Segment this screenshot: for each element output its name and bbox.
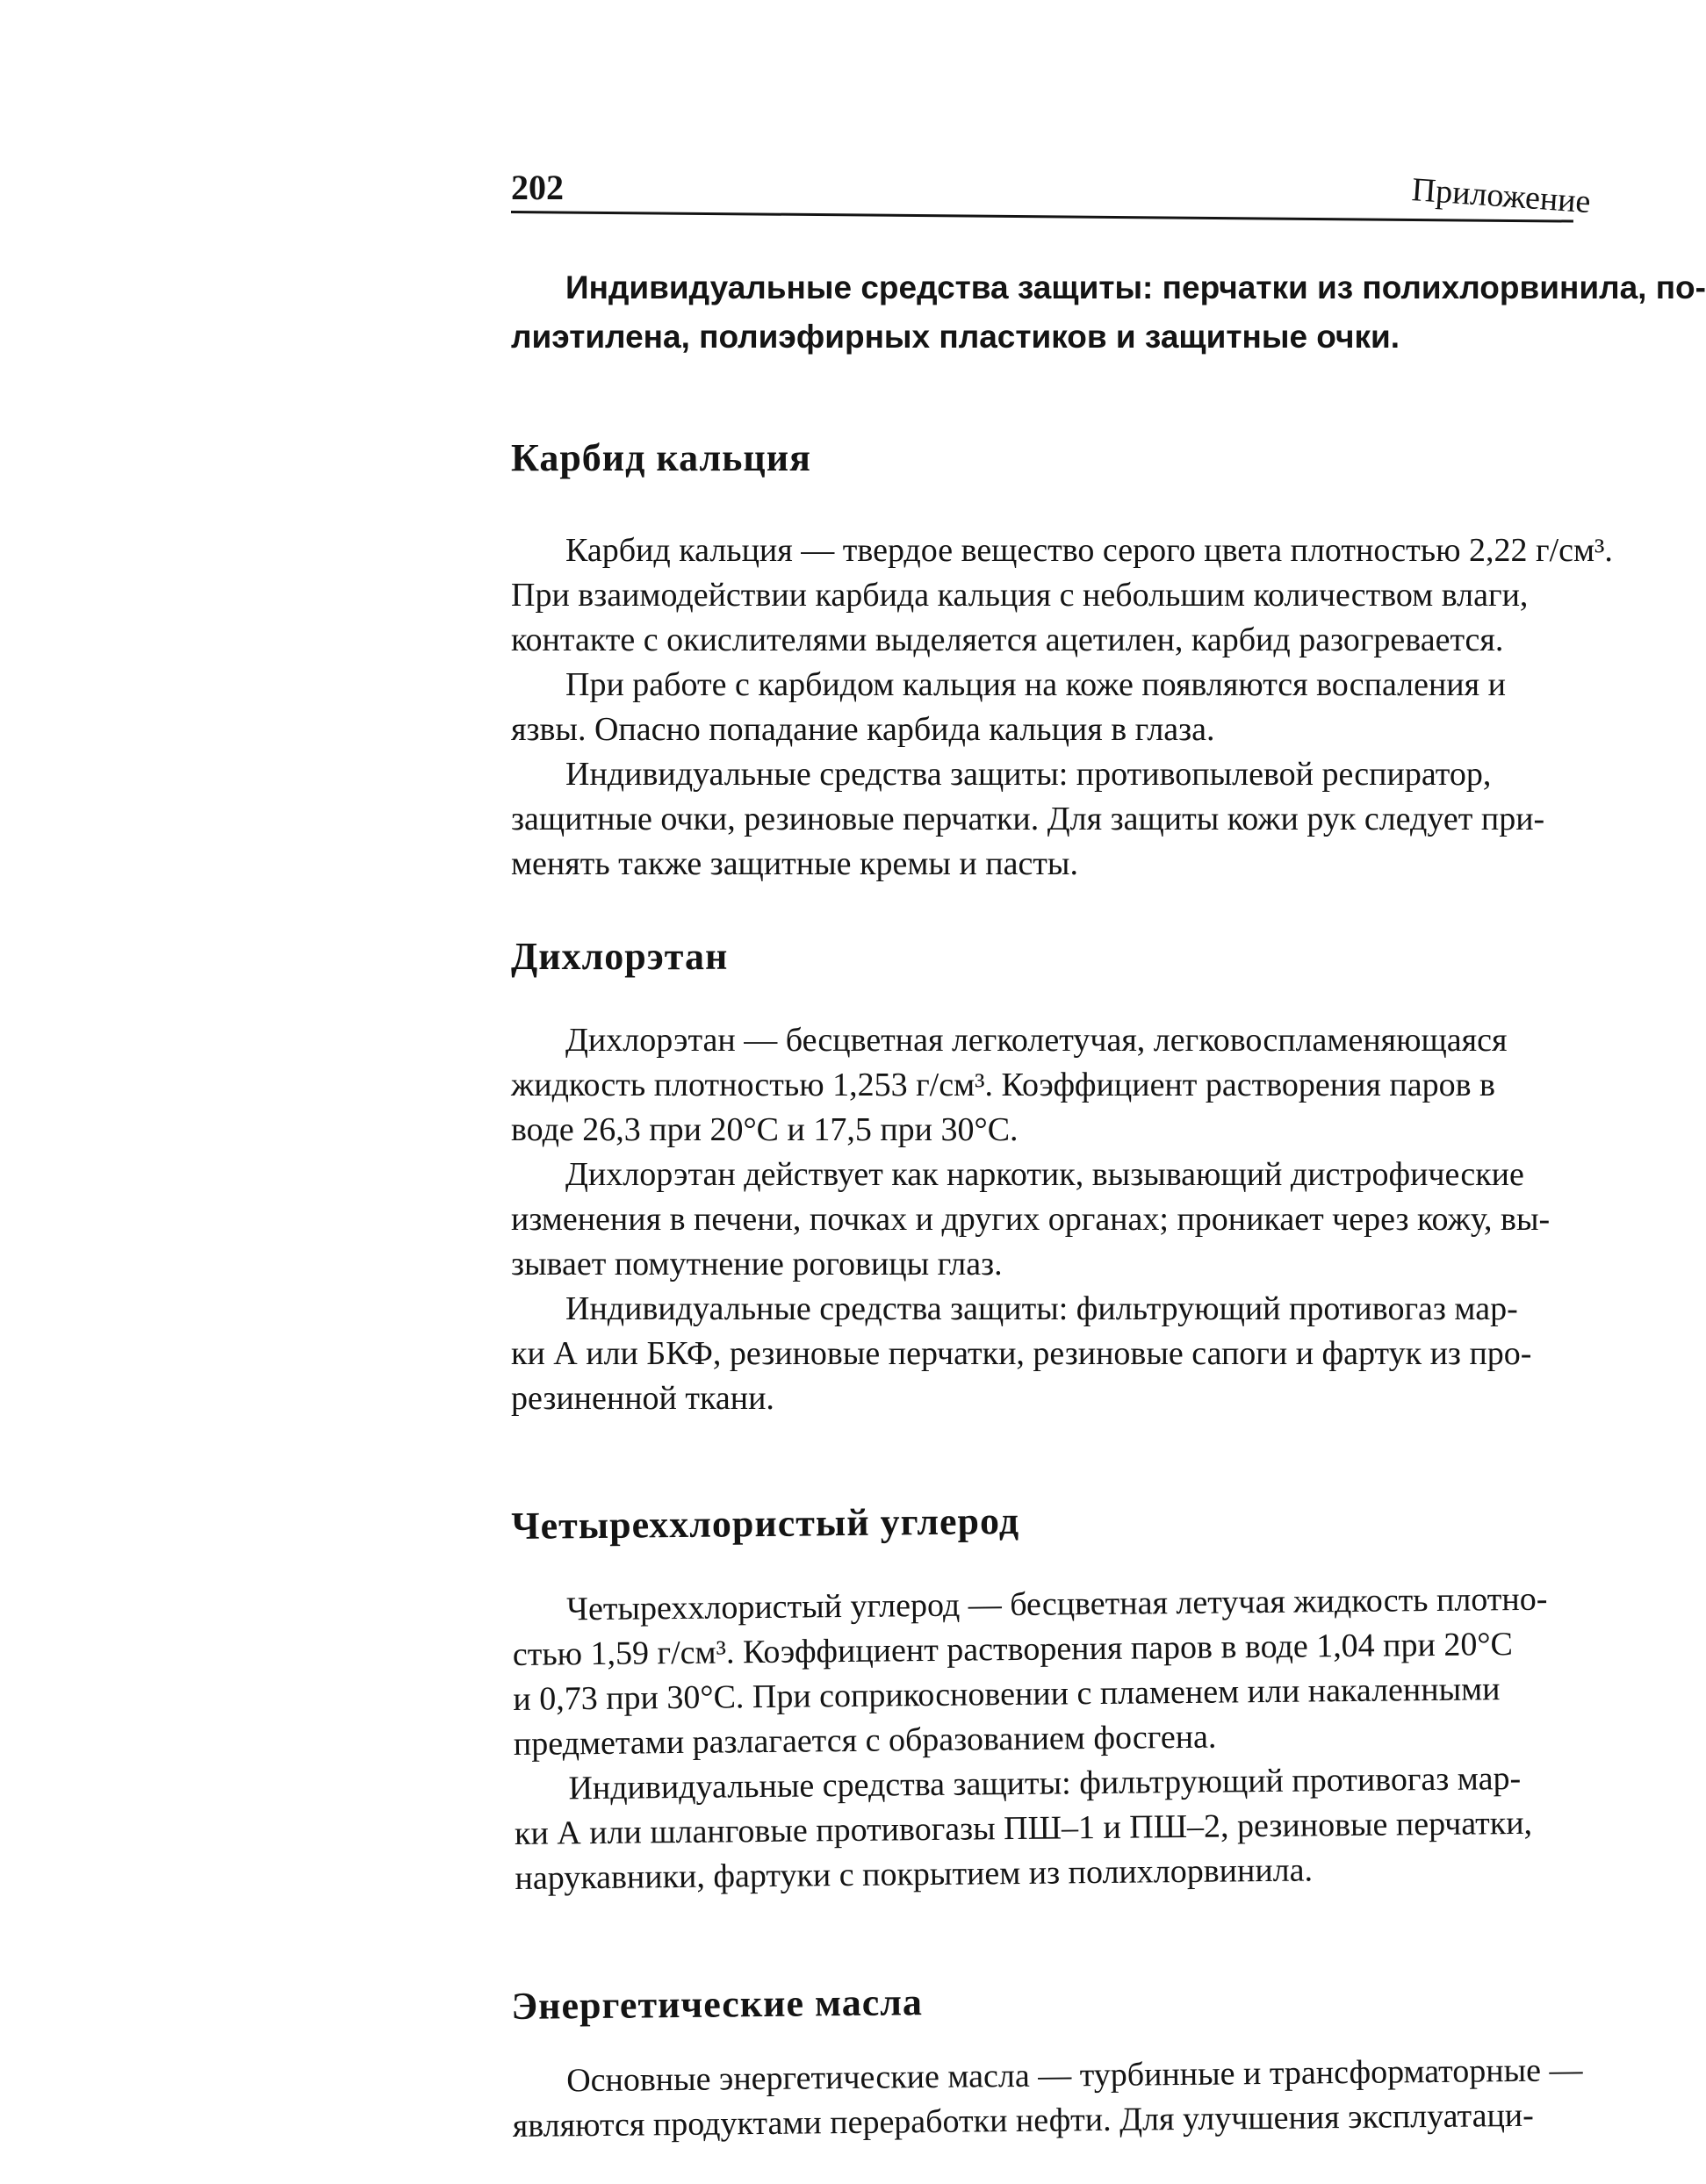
text-line: Четыреххлористый углерод — бесцветная летучая жидкость плотно-: [566, 1580, 1548, 1628]
section-heading: Энергетические масла: [511, 1980, 924, 2028]
text-line: изменения в печени, почках и других органах; проникает через кожу, вы-: [511, 1201, 1551, 1238]
text-line: ки А или БКФ, резиновые перчатки, резиновые сапоги и фартук из про-: [511, 1335, 1532, 1372]
text-line: воде 26,3 при 20°С и 17,5 при 30°С.: [511, 1111, 1019, 1148]
text-line: и 0,73 при 30°С. При соприкосновении с пламенем или накаленными: [513, 1670, 1501, 1718]
section-carbon-tetrachloride: [511, 1489, 1588, 1901]
text-line: защитные очки, резиновые перчатки. Для защиты кожи рук следует при-: [511, 801, 1545, 837]
text-line: Индивидуальные средства защиты: фильтрующий противогаз мар-: [568, 1759, 1522, 1807]
text-line: зывает помутнение роговицы глаз.: [511, 1246, 1003, 1282]
section-body: [512, 2048, 1586, 2149]
text-line: лиэтилена, полиэфирных пластиков и защитные очки.: [511, 319, 1400, 355]
text-line: нарукавники, фартуки с покрытием из полихлорвинила.: [515, 1851, 1314, 1897]
text-line: Дихлорэтан — бесцветная легколетучая, легковоспламеняющаяся: [565, 1022, 1508, 1059]
text-line: ки А или шланговые противогазы ПШ–1 и ПШ–2, резиновые перчатки,: [514, 1804, 1533, 1852]
text-line: жидкость плотностью 1,253 г/см³. Коэффициент растворения паров в: [511, 1067, 1495, 1103]
page-content: [511, 263, 1706, 2144]
text-line: менять также защитные кремы и пасты.: [511, 845, 1078, 882]
text-line: Основные энергетические масла — турбинные и трансформаторные —: [565, 2051, 1583, 2100]
section-heading: Четыреххлористый углерод: [511, 1498, 1020, 1548]
text-line: При взаимодействии карбида кальция с небольшим количеством влаги,: [511, 577, 1529, 614]
section-calcium-carbide: [511, 432, 1613, 887]
text-line: язвы. Опасно попадание карбида кальция в глаза.: [511, 711, 1215, 748]
text-line: Индивидуальные средства защиты: противопылевой респиратор,: [565, 756, 1492, 793]
text-line: Индивидуальные средства защиты: фильтрующий противогаз мар-: [565, 1290, 1518, 1327]
text-line: контакте с окислителями выделяется ацетилен, карбид разогревается.: [511, 621, 1504, 658]
intro-paragraph: [511, 263, 1706, 362]
section-energy-oils: [511, 1969, 1586, 2149]
text-line: Карбид кальция — твердое вещество серого цвета плотностью 2,22 г/см³.: [565, 532, 1613, 569]
section-heading: Дихлорэтан: [511, 935, 729, 978]
text-line: При работе с карбидом кальция на коже появляются воспаления и: [565, 666, 1506, 703]
page-number: 202: [511, 168, 564, 207]
running-title: Приложение: [1410, 171, 1592, 221]
section-dichloroethane: [511, 930, 1584, 1421]
text-line: стью 1,59 г/см³. Коэффициент растворения паров в воде 1,04 при 20°С: [512, 1626, 1514, 1673]
text-line: Индивидуальные средства защиты: перчатки из полихлорвинила, по-: [565, 269, 1706, 305]
section-body: [512, 1577, 1588, 1901]
section-body: [511, 1018, 1584, 1421]
text-line: являются продуктами переработки нефти. Для улучшения эксплуатаци-: [512, 2096, 1535, 2144]
section-body: [511, 528, 1613, 887]
text-line: предметами разлагается с образованием фосгена.: [513, 1718, 1217, 1763]
section-heading: Карбид кальция: [511, 436, 811, 479]
text-line: резиненной ткани.: [511, 1380, 774, 1417]
text-line: Дихлорэтан действует как наркотик, вызывающий дистрофические: [565, 1156, 1524, 1193]
